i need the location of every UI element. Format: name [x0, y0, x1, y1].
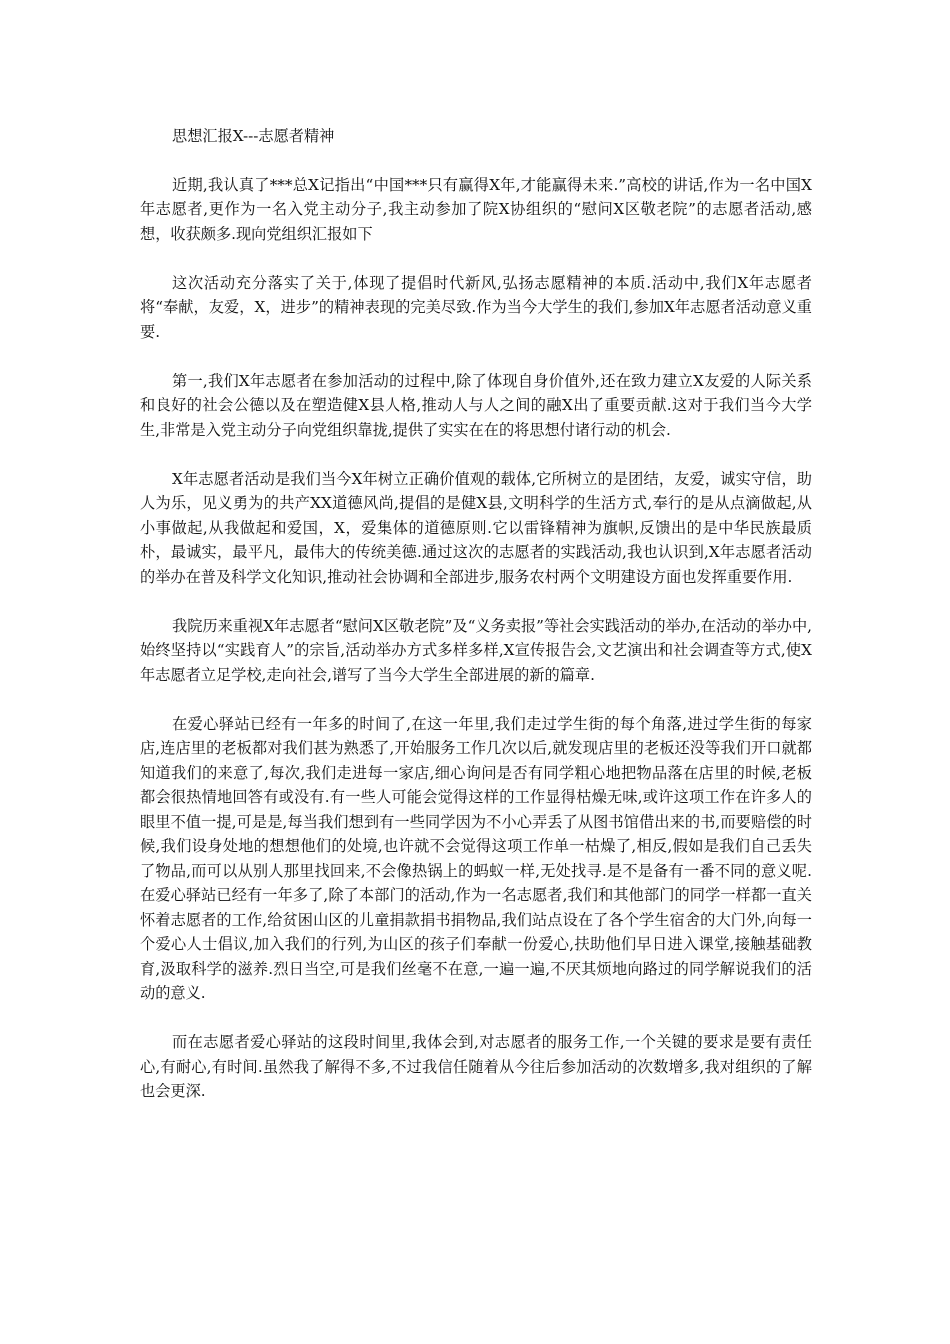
document-title: 思想汇报X---志愿者精神 — [172, 127, 335, 145]
paragraph-5: 我院历来重视X年志愿者“慰问X区敬老院”及“义务卖报”等社会实践活动的举办,在活动的举办中,始终坚持以“实践育人”的宗旨,活动举办方式多样多样,X宣传报告会,文艺演出和社会调查等方式,使X年志愿者立足学校,走向社会,谱写了当今大学生全部进展的新的篇章. — [140, 616, 812, 684]
paragraph-1: 近期,我认真了***总X记指出“中国***只有赢得X年,才能赢得未来.”高校的讲话,作为一名中国X年志愿者,更作为一名入党主动分子,我主动参加了院X协组织的“慰问X区敬老院”的志愿者活动,感想，收获颇多.现向党组织汇报如下 — [140, 175, 812, 243]
paragraph-7: 而在志愿者爱心驿站的这段时间里,我体会到,对志愿者的服务工作,一个关键的要求是要有责任心,有耐心,有时间.虽然我了解得不多,不过我信任随着从今往后参加活动的次数增多,我对组织的了解也会更深. — [140, 1033, 812, 1100]
paragraph-6: 在爱心驿站已经有一年多的时间了,在这一年里,我们走过学生街的每个角落,进过学生街的每家店,连店里的老板都对我们甚为熟悉了,开始服务工作几次以后,就发现店里的老板还没等我们开口就都知道我们的来意了,每次,我们走进每一家店,细心询问是否有同学粗心地把物品落在店里的时候,老板都会很热情地回答有或没有.有一些人可能会觉得这样的工作显得枯燥无味,或许这项工作在许多人的眼里不值一提,可是是,每当我们想到有一些同学因为不小心弄丢了从图书馆借出来的书,而要赔偿的时候,我们设身处地的想想他们的处境,也许就不会觉得这项工作单一枯燥了,相反,假如是我们自己丢失了物品,而可以从别人那里找回来,不会像热锅上的蚂蚁一样,无处找寻.是不是备有一番不同的意义呢.在爱心驿站已经有一年多了,除了本部门的活动,作为一名志愿者,我们和其他部门的同学一样都一直关怀着志愿者的工作,给贫困山区的儿童捐款捐书捐物品,我们站点设在了各个学生宿舍的大门外,向每一个爱心人士倡议,加入我们的行列,为山区的孩子们奉献一份爱心,扶助他们早日进入课堂,接触基础教育,汲取科学的滋养.烈日当空,可是我们丝毫不在意,一遍一遍,不厌其烦地向路过的同学解说我们的活动的意义. — [140, 714, 812, 1002]
paragraph-3: 第一,我们X年志愿者在参加活动的过程中,除了体现自身价值外,还在致力建立X友爱的人际关系和良好的社会公德以及在塑造健X县人格,推动人与人之间的融X出了重要贡献.这对于我们当今大学生,非常是入党主动分子向党组织靠拢,提供了实实在在的将思想付诸行动的机会. — [140, 371, 812, 439]
document-body — [140, 124, 812, 1128]
paragraph-2: 这次活动充分落实了关于,体现了提倡时代新风,弘扬志愿精神的本质.活动中,我们X年志愿者将“奉献，友爱，X，进步”的精神表现的完美尽致.作为当今大学生的我们,参加X年志愿者活动意义重要. — [140, 273, 812, 341]
paragraph-4: X年志愿者活动是我们当今X年树立正确价值观的载体,它所树立的是团结，友爱，诚实守信，助人为乐，见义勇为的共产XX道德风尚,提倡的是健X县,文明科学的生活方式,奉行的是从点滴做起,从小事做起,从我做起和爱国，X，爱集体的道德原则.它以雷锋精神为旗帜,反馈出的是中华民族最质朴，最诚实，最平凡，最伟大的传统美德.通过这次的志愿者的实践活动,我也认识到,X年志愿者活动的举办在普及科学文化知识,推动社会协调和全部进步,服务农村两个文明建设方面也发挥重要作用. — [140, 469, 812, 586]
